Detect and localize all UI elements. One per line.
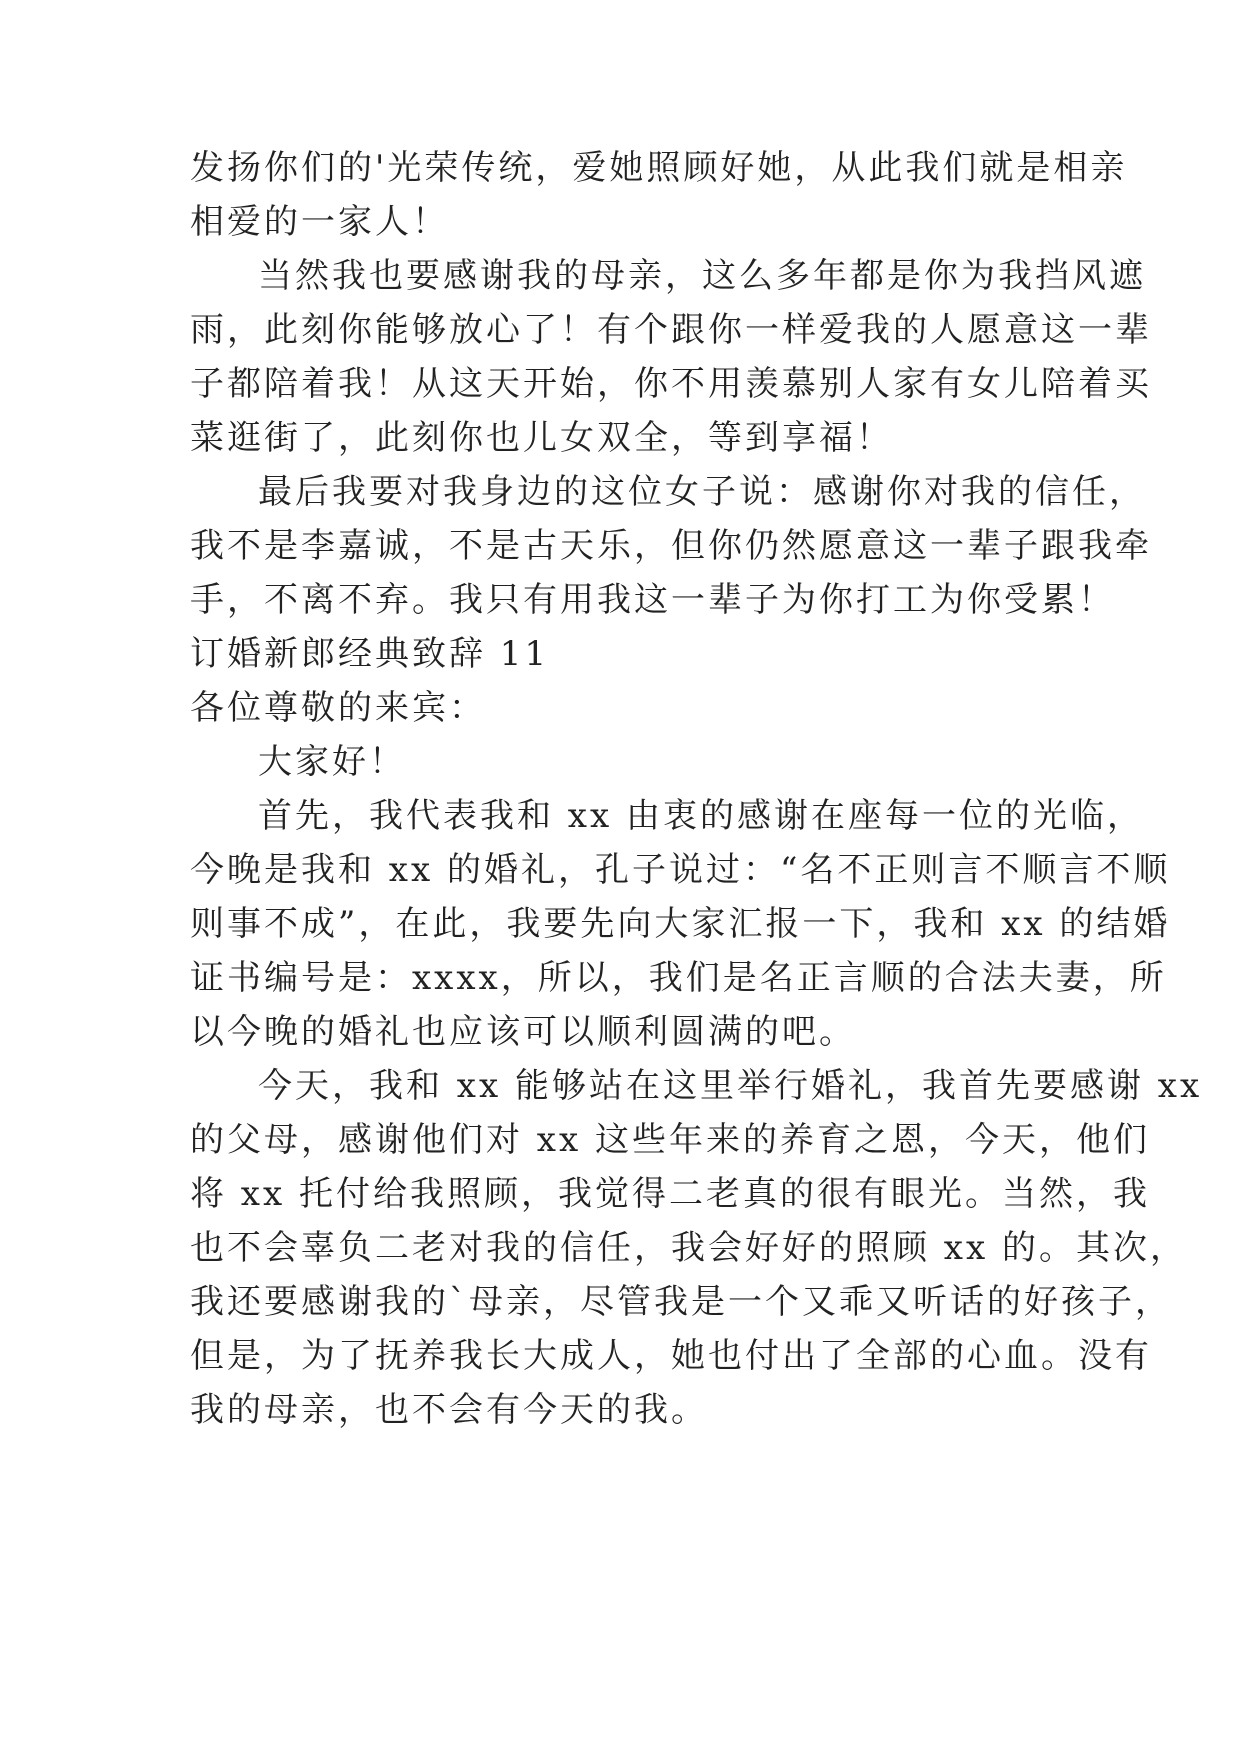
text-line: 则事不成”，在此，我要先向大家汇报一下，我和 xx 的结婚: [190, 904, 1171, 944]
paragraph-first-line: 首先，我代表我和 xx 由衷的感谢在座每一位的光临，: [258, 796, 1144, 836]
text-line: 手，不离不弃。我只有用我这一辈子为你打工为你受累！: [190, 580, 1115, 620]
text-line: 发扬你们的'光荣传统，爱她照顾好她，从此我们就是相亲: [190, 148, 1128, 188]
text-line: 雨，此刻你能够放心了！有个跟你一样爱我的人愿意这一辈: [190, 310, 1152, 350]
paragraph-first-line: 当然我也要感谢我的母亲，这么多年都是你为我挡风遮: [258, 256, 1146, 296]
greeting: 大家好！: [258, 742, 406, 782]
text-line: 今晚是我和 xx 的婚礼，孔子说过：“名不正则言不顺言不顺: [190, 850, 1171, 890]
paragraph-first-line: 最后我要对我身边的这位女子说：感谢你对我的信任，: [258, 472, 1146, 512]
paragraph-first-line: 今天，我和 xx 能够站在这里举行婚礼，我首先要感谢 xx: [258, 1066, 1203, 1106]
section-heading: 订婚新郎经典致辞 11: [190, 634, 550, 674]
text-line: 证书编号是：xxxx，所以，我们是名正言顺的合法夫妻，所: [190, 958, 1167, 998]
text-line: 但是，为了抚养我长大成人，她也付出了全部的心血。没有: [190, 1336, 1152, 1376]
text-line: 我的母亲，也不会有今天的我。: [190, 1390, 708, 1430]
text-line: 相爱的一家人！: [190, 202, 449, 242]
text-line: 以今晚的婚礼也应该可以顺利圆满的吧。: [190, 1012, 856, 1052]
text-line: 我不是李嘉诚，不是古天乐，但你仍然愿意这一辈子跟我牵: [190, 526, 1152, 566]
text-line: 我还要感谢我的`母亲，尽管我是一个又乖又听话的好孩子，: [190, 1282, 1172, 1322]
text-line: 将 xx 托付给我照顾，我觉得二老真的很有眼光。当然，我: [190, 1174, 1150, 1214]
salutation: 各位尊敬的来宾：: [190, 688, 486, 728]
text-line: 的父母，感谢他们对 xx 这些年来的养育之恩，今天，他们: [190, 1120, 1150, 1160]
text-line: 菜逛街了，此刻你也儿女双全，等到享福！: [190, 418, 893, 458]
text-line: 子都陪着我！从这天开始，你不用羡慕别人家有女儿陪着买: [190, 364, 1152, 404]
text-line: 也不会辜负二老对我的信任，我会好好的照顾 xx 的。其次，: [190, 1228, 1187, 1268]
